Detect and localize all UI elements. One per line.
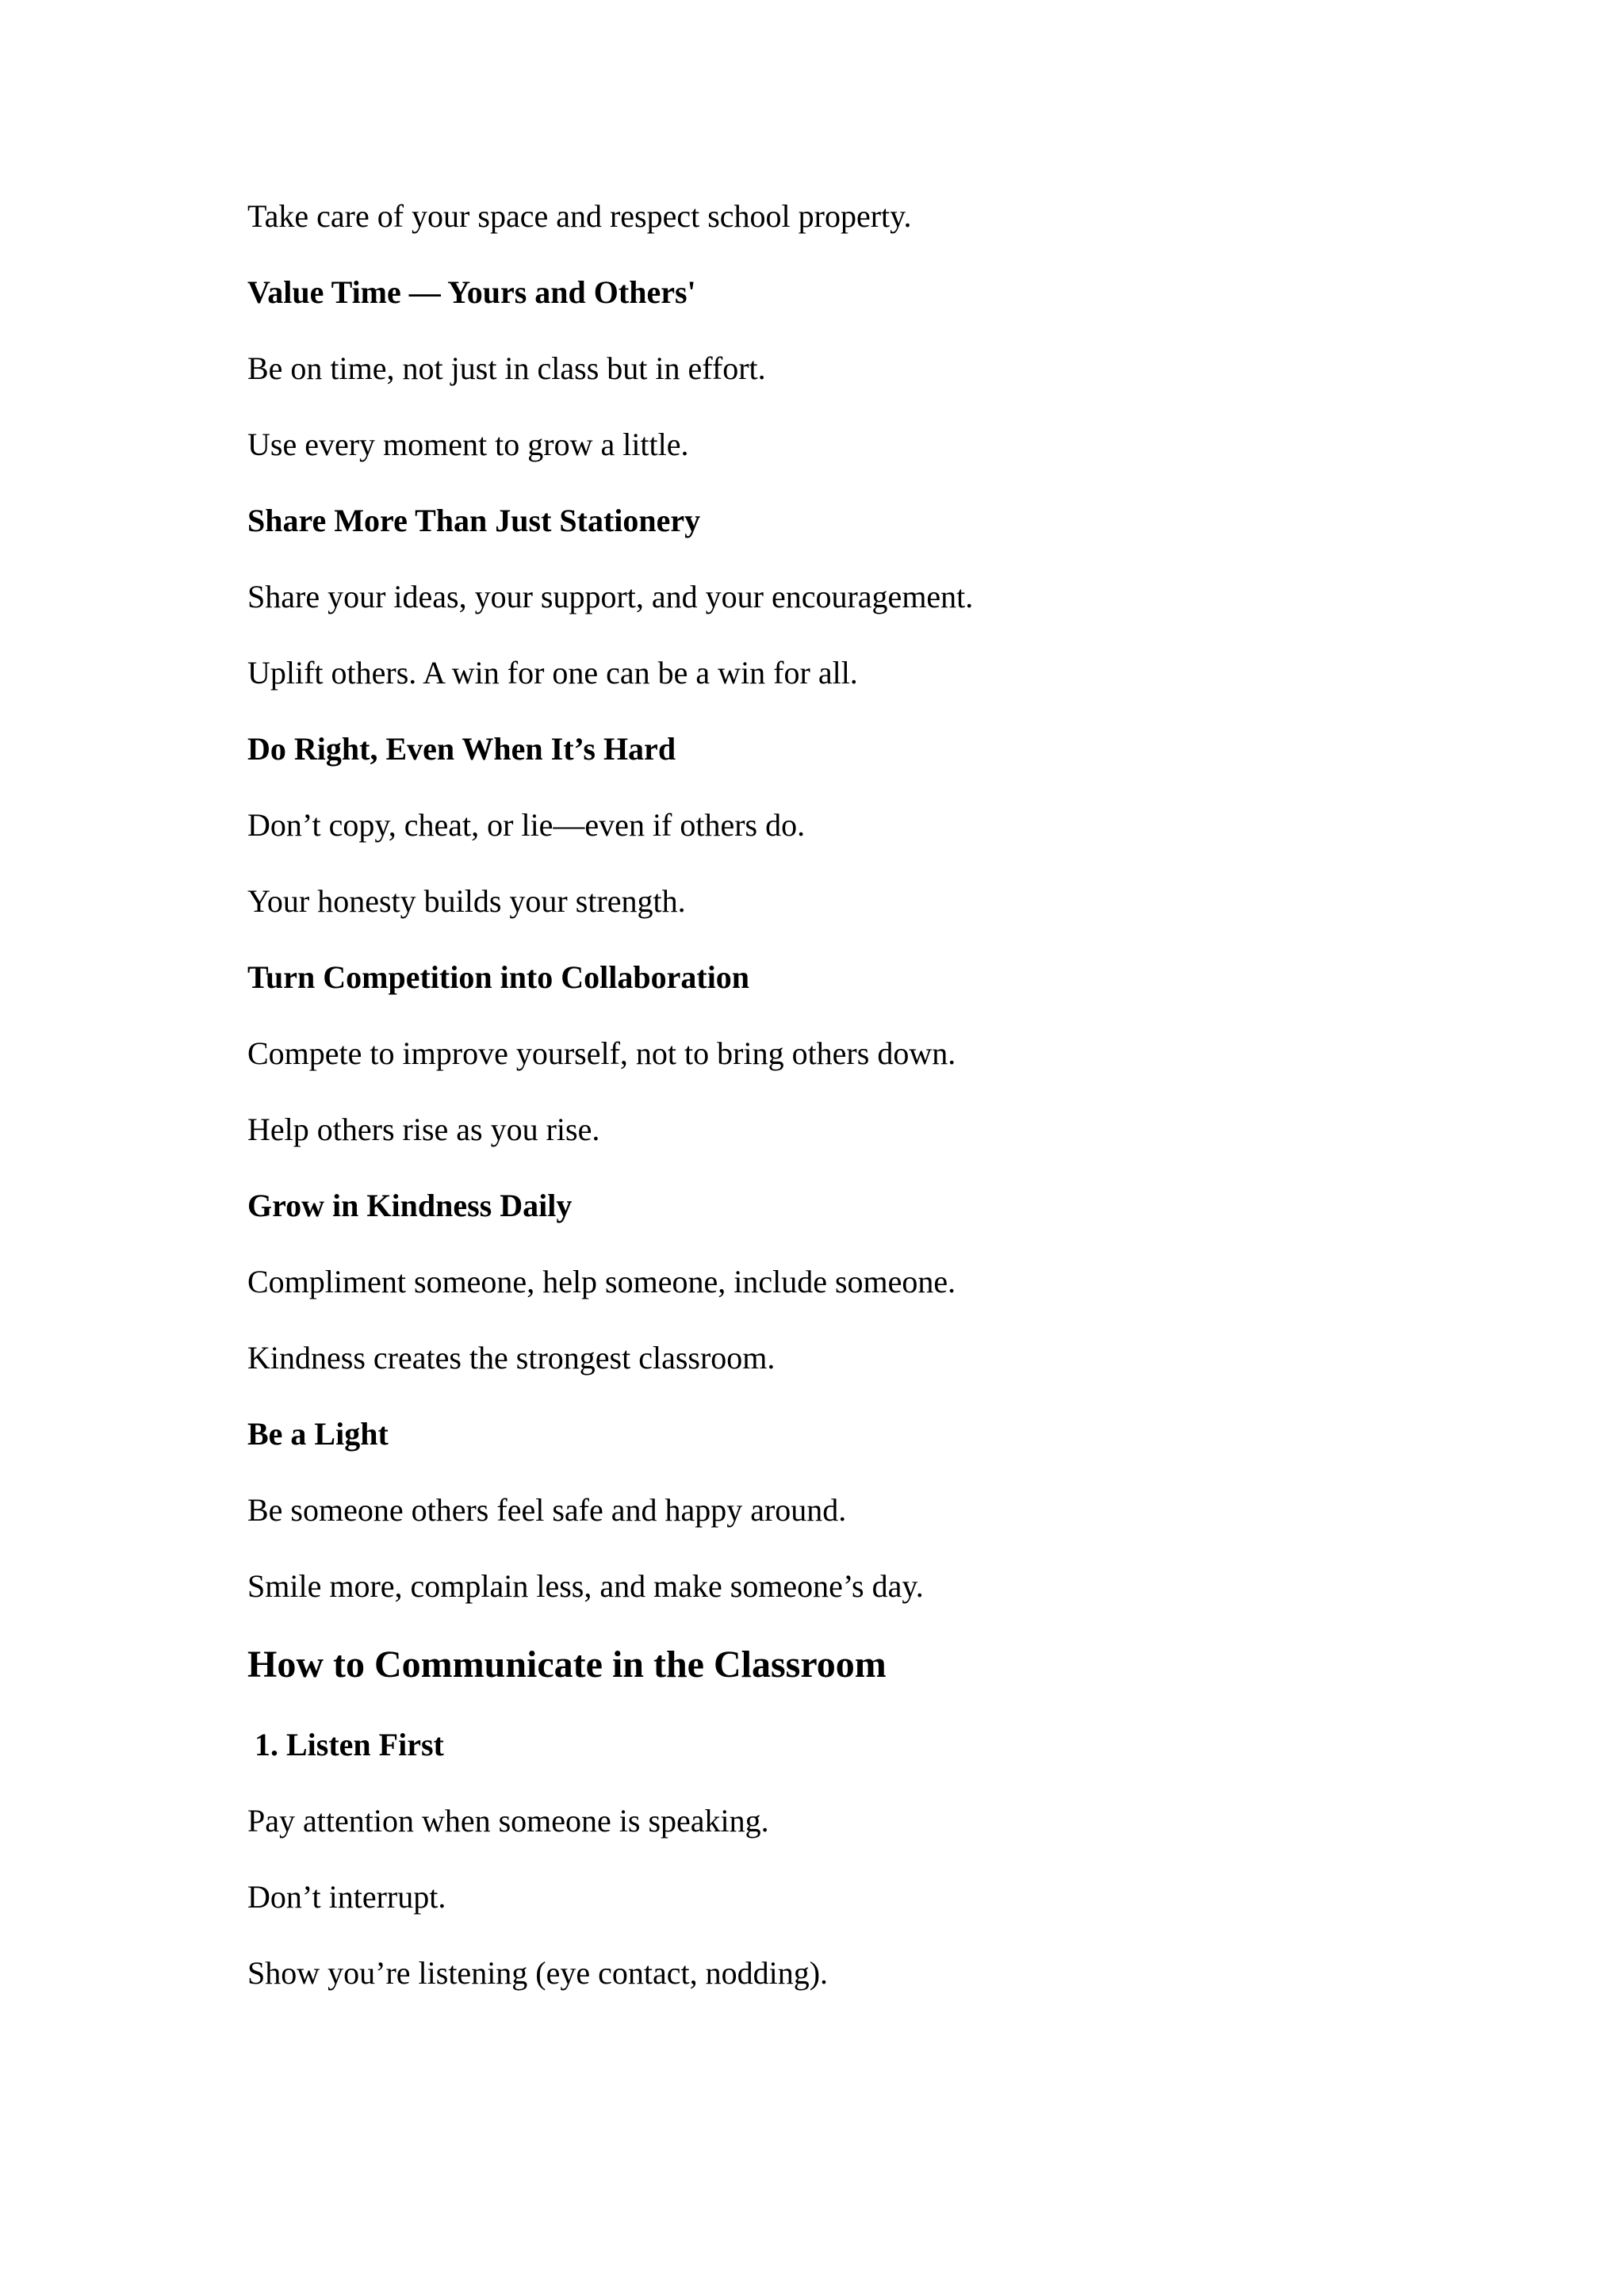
- paragraph-compliment-someone: Compliment someone, help someone, include someone.: [247, 1264, 956, 1299]
- paragraph-care-for-space: Take care of your space and respect school property.: [247, 198, 912, 234]
- section-heading-communicate: How to Communicate in the Classroom: [247, 1644, 887, 1686]
- heading-grow-kindness: Grow in Kindness Daily: [247, 1188, 573, 1223]
- paragraph-kindness-creates: Kindness creates the strongest classroom.: [247, 1340, 776, 1376]
- heading-listen-first: 1. Listen First: [255, 1727, 444, 1762]
- paragraph-help-others-rise: Help others rise as you rise.: [247, 1112, 600, 1147]
- paragraph-share-ideas: Share your ideas, your support, and your encouragement.: [247, 579, 974, 614]
- heading-be-a-light: Be a Light: [247, 1416, 389, 1452]
- paragraph-show-listening: Show you’re listening (eye contact, nodding).: [247, 1955, 829, 1991]
- heading-share-more: Share More Than Just Stationery: [247, 503, 701, 538]
- paragraph-compete-to-improve: Compete to improve yourself, not to bring others down.: [247, 1035, 956, 1071]
- paragraph-be-on-time: Be on time, not just in class but in effort.: [247, 350, 766, 386]
- heading-do-right: Do Right, Even When It’s Hard: [247, 731, 676, 767]
- heading-competition-collaboration: Turn Competition into Collaboration: [247, 959, 750, 995]
- heading-value-time: Value Time — Yours and Others': [247, 274, 696, 310]
- paragraph-honesty: Your honesty builds your strength.: [247, 883, 686, 919]
- paragraph-dont-copy: Don’t copy, cheat, or lie—even if others do.: [247, 807, 806, 843]
- paragraph-uplift-others: Uplift others. A win for one can be a win for all.: [247, 655, 858, 691]
- paragraph-dont-interrupt: Don’t interrupt.: [247, 1879, 446, 1915]
- paragraph-feel-safe: Be someone others feel safe and happy around.: [247, 1492, 847, 1528]
- paragraph-use-every-moment: Use every moment to grow a little.: [247, 427, 689, 462]
- paragraph-pay-attention: Pay attention when someone is speaking.: [247, 1803, 769, 1839]
- paragraph-smile-more: Smile more, complain less, and make someone’s day.: [247, 1568, 924, 1604]
